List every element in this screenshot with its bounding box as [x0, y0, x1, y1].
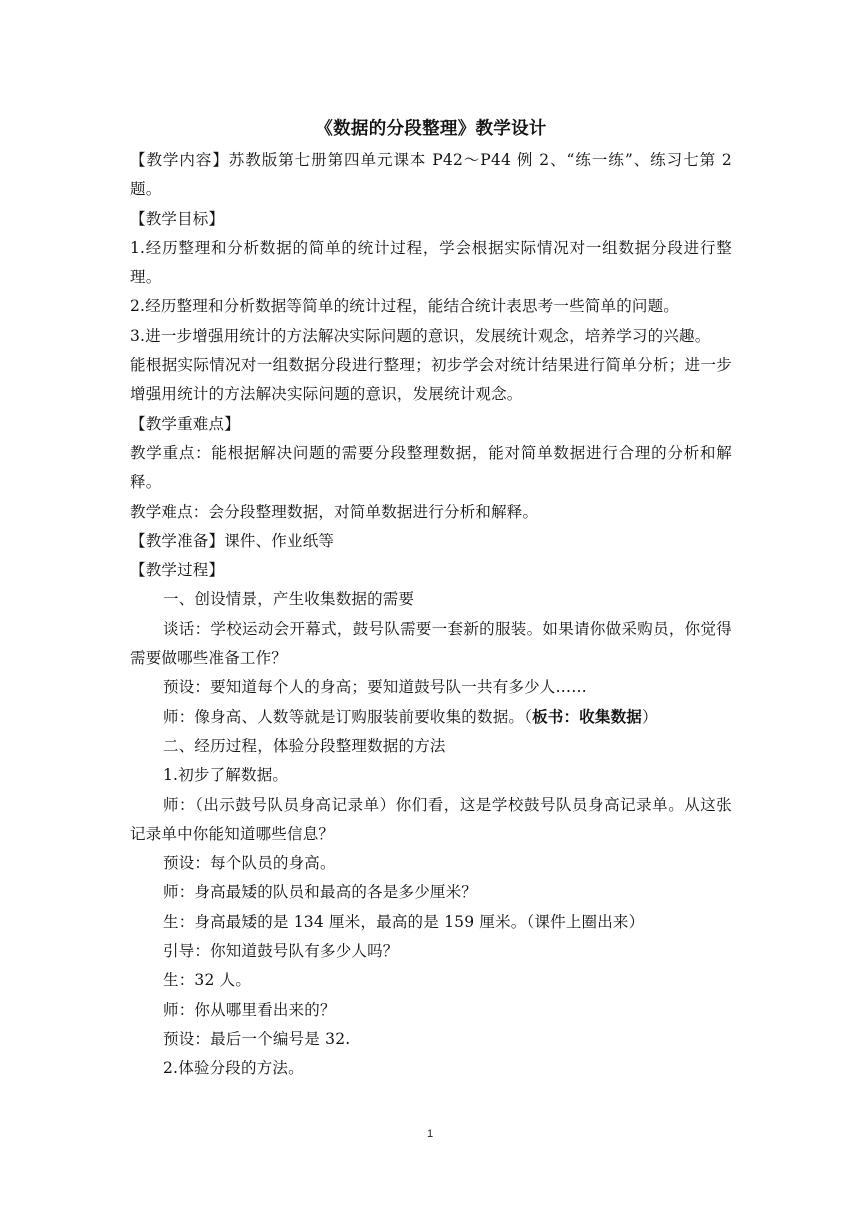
preset-1: 预设：要知道每个人的身高；要知道鼓号队一共有多少人…… [163, 678, 587, 697]
teacher-line-1-text: 师：像身高、人数等就是订购服装前要收集的数据。（ [163, 707, 533, 726]
guide-line-1: 引导：你知道鼓号队有多少人吗？ [163, 942, 399, 961]
board-note: 板书：收集数据 [532, 707, 642, 726]
goal-2: 2.经历整理和分析数据等简单的统计过程，能结合统计表思考一些简单的问题。 [130, 297, 679, 316]
teaching-goals-heading: 【教学目标】 [130, 209, 225, 228]
student-line-2: 生：32 人。 [163, 971, 252, 990]
goal-3: 3.进一步增强用统计的方法解决实际问题的意识，发展统计观念，培养学习的兴趣。 [130, 326, 711, 345]
teaching-content-paragraph [130, 146, 732, 205]
difficult-point: 教学难点：会分段整理数据，对简单数据进行分析和解释。 [130, 502, 539, 521]
document-title: 《数据的分段整理》教学设计 [315, 119, 547, 139]
preset-2: 预设：每个队员的身高。 [163, 854, 336, 873]
teacher-line-1 [130, 703, 732, 732]
key-difficult-heading: 【教学重难点】 [130, 414, 240, 433]
talk-paragraph: 谈话：学校运动会开幕式，鼓号队需要一套新的服装。如果请你做采购员，你觉得需要做哪些准备工作？ [130, 619, 732, 668]
teaching-prep-text: 课件、作业纸等 [224, 531, 335, 550]
goal-1: 1.经历整理和分析数据的简单的统计过程，学会根据实际情况对一组数据分段进行整理。 [130, 238, 732, 287]
student-line-1: 生：身高最矮的是 134 厘米，最高的是 159 厘米。（课件上圈出来） [163, 912, 645, 931]
teaching-prep-label: 【教学准备】 [130, 531, 225, 550]
teacher-line-2: 师：（出示鼓号队员身高记录单）你们看，这是学校鼓号队员身高记录单。从这张记录单中你能知道哪些信息？ [130, 795, 732, 843]
teaching-prep-paragraph [130, 527, 732, 556]
teaching-process-heading: 【教学过程】 [130, 561, 225, 580]
section-2-heading: 二、经历过程，体验分段整理数据的方法 [163, 736, 446, 755]
document-body [130, 115, 732, 1084]
step-1: 1.初步了解数据。 [163, 766, 289, 785]
teaching-content-label: 【教学内容】 [130, 151, 229, 169]
key-point: 教学重点：能根据解决问题的需要分段整理数据，能对简单数据进行合理的分析和解释。 [130, 443, 732, 492]
page-number: 1 [426, 1128, 434, 1140]
teacher-line-3: 师：身高最矮的队员和最高的各是多少厘米？ [163, 883, 478, 902]
teaching-content-text: 苏教版第七册第四单元课本 P42～P44 例 2、“练一练”、练习七第 2 题。 [130, 151, 732, 199]
goal-summary: 能根据实际情况对一组数据分段进行整理；初步学会对统计结果进行简单分析；进一步增强用统计的方法解决实际问题的意识，发展统计观念。 [130, 356, 732, 404]
preset-3: 预设：最后一个编号是 32. [163, 1029, 351, 1048]
teacher-line-4: 师：你从哪里看出来的？ [163, 1000, 336, 1019]
section-1-heading: 一、创设情景，产生收集数据的需要 [163, 590, 415, 609]
teacher-line-1-close: ） [641, 707, 658, 726]
step-2: 2.体验分段的方法。 [163, 1059, 304, 1078]
